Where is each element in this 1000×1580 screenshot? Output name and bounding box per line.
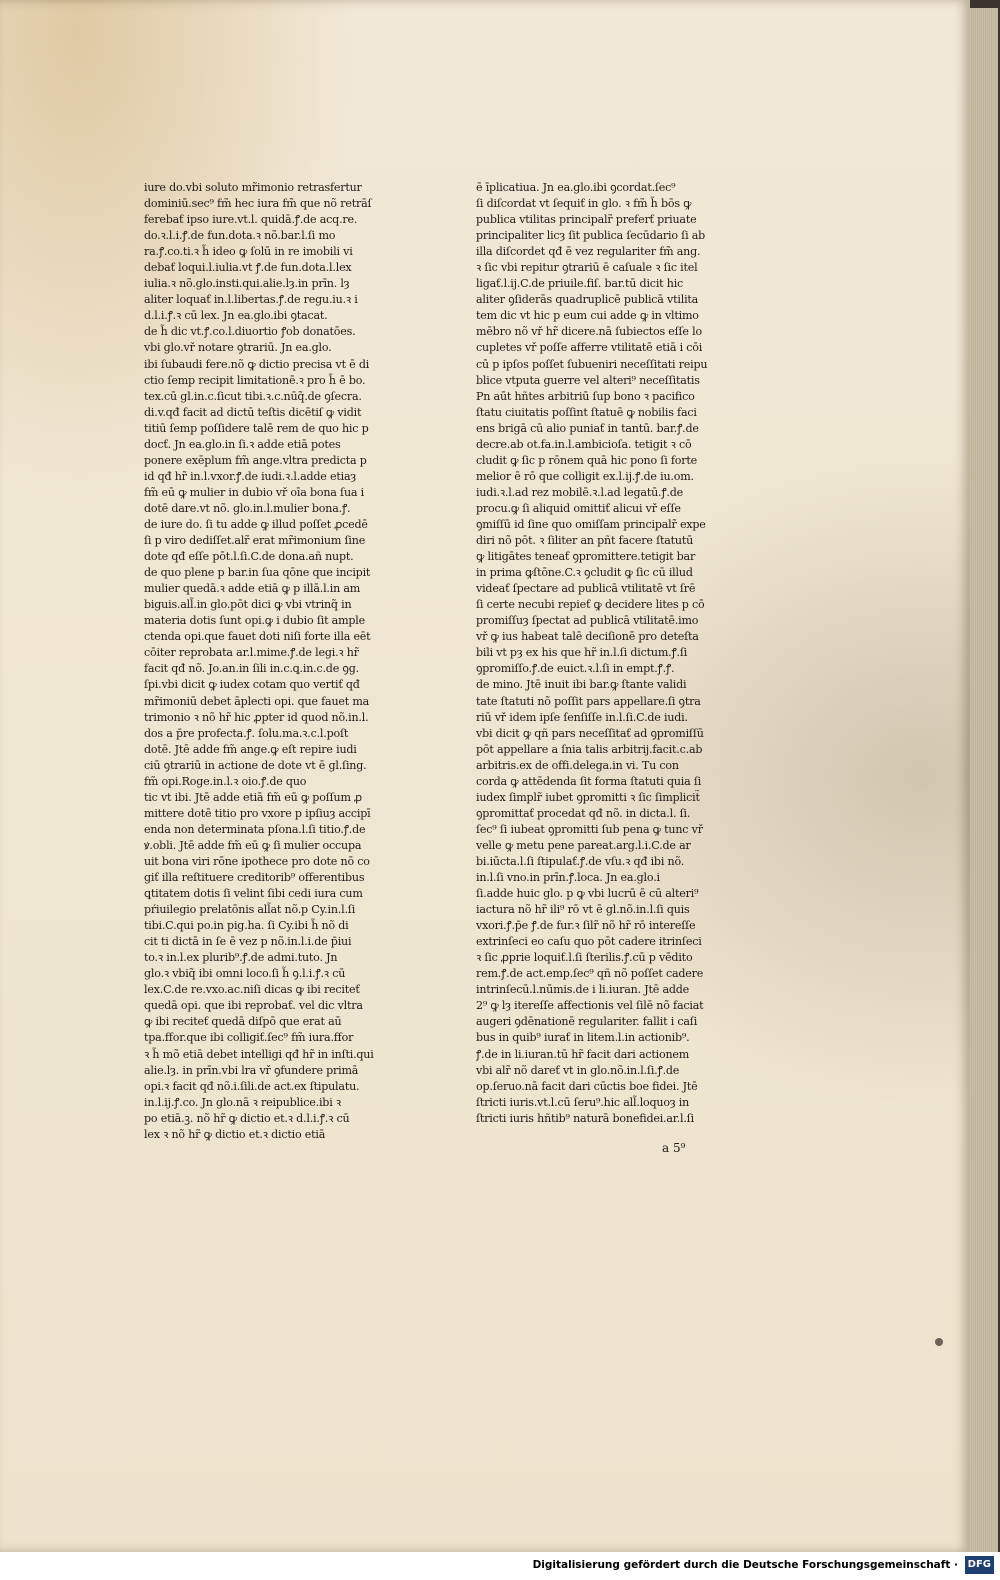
text-line: vbi dicit ꝙ qñ pars neceſſitaƭ ad ꝯpromiſſū — [476, 726, 704, 740]
text-line: de quo plene p bar.in ſua qōne que incipit — [144, 566, 371, 580]
text-line: corda ꝙ attēdenda ſit forma ſtatuti quia ſi — [476, 774, 702, 788]
text-line: ibi ſubaudi fere.nõ ꝙ dictio precisa vt ē di — [144, 357, 370, 371]
text-line: ſi diſcordat vt ſequiƭ in glo. ꝛ fm̃ h̃ bōs ꝙ — [476, 197, 692, 211]
text-line: tex.cū gl.in.c.ſicut tibi.ꝛ.c.nūq̃.de ꝯſecra. — [144, 389, 362, 403]
text-line: dos a p̄re profecta.ꝭ. ſolu.ma.ꝛ.c.l.poſt — [144, 726, 349, 740]
dfg-logo: DFG — [965, 1556, 994, 1574]
text-line: ꝯpromiſſo.ꝭ.de euict.ꝛ.l.ſi in empt.ꝭ.ꝭ. — [476, 662, 675, 676]
text-line: enda non determinata pſona.l.ſi titio.ꝭ.de — [144, 822, 366, 836]
text-line: alie.lȝ. in prīn.vbi lra vř ꝯfundere primā — [144, 1063, 359, 1077]
text-line: bi.iūcta.l.ſi ſtipulaƭ.ꝭ.de vſu.ꝛ qđ ibi nõ. — [476, 854, 685, 868]
text-line: vbi alr̃ nõ dareƭ vt in glo.nõ.in.l.ſi.ꝭ.de — [476, 1063, 680, 1077]
text-line: tem dic vt hic p eum cui adde ꝙ in vltimo — [476, 309, 699, 323]
text-line: d.l.i.ꝭ.ꝛ cū lex. Jn ea.glo.ibi ꝯtacat. — [144, 309, 328, 323]
text-line: ſtricti iuris hñtib⁹ naturā bonefidei.ar.l.ſi — [476, 1111, 694, 1125]
text-line: di.v.qđ facit ad dictū teſtis dicētiſ ꝙ vidit — [144, 405, 362, 419]
text-line: ciū ꝯtrariū in actione de dote vt ē gl.ſing. — [144, 758, 367, 772]
text-line: ꝙ litigātes teneaƭ ꝯpromittere.tetigit bar — [476, 550, 696, 564]
text-line: mēbro nõ vř hr̃ dicere.nā ſubiectos eſſe lo — [476, 325, 702, 339]
text-line: ſi.adde huic glo. p ꝙ vbi lucrū ē cū alteri⁹ — [476, 887, 699, 901]
text-line: dotē. Jtē adde fm̃ ange.ꝙ eſt repire iudi — [144, 742, 357, 756]
text-line: mulier quedā.ꝛ adde etiā ꝙ p illā.l.in am — [144, 582, 361, 596]
text-line: ꝯmiſſū id ſine quo omiſſam principalr̃ expe — [476, 517, 706, 531]
text-line: facit qđ nõ. Jo.an.in ſili in.c.ꝗ.in.c.de ꝯg. — [144, 662, 359, 676]
text-line: glo.ꝛ vbiq̃ ibi omni loco.ſi h̃ ꝯ.l.i.ꝭ.ꝛ cū — [144, 967, 346, 981]
text-line: in.l.ij.ꝭ.co. Jn glo.nā ꝛ reipublice.ibi ꝛ — [144, 1095, 341, 1109]
text-line: ꝗtitatem dotis ſi velint ſibi cedi iura cum — [144, 887, 363, 901]
text-line: op.ſeruo.nā facit dari cūctis boe fidei. Jtē — [476, 1079, 698, 1093]
page-edges — [970, 8, 998, 1554]
text-line: ctenda opi.que fauet doti niſi forte illa eēt — [144, 630, 371, 644]
text-line: opi.ꝛ facit qđ nõ.i.ſili.de act.ex ſtipulatu. — [144, 1079, 360, 1093]
text-line: de iure do. ſi tu adde ꝙ illud poſſet ꝓcedē — [144, 517, 368, 531]
text-line: Pn aūt hñtes arbitriū ſup bono ꝛ pacifico — [476, 389, 695, 403]
text-line: ꝛ h̃ mõ etiā debet intelligi qđ hr̃ in inſti.qui — [144, 1047, 374, 1061]
text-line: ꝯpromittaƭ procedat qđ nõ. in dicta.l. ſi. — [476, 806, 691, 820]
text-line: ſec⁹ ſi iubeat ꝯpromitti ſub pena ꝙ tunc vř — [476, 822, 703, 836]
text-line: vbi glo.vř notare ꝯtrariū. Jn ea.glo. — [144, 341, 332, 355]
text-line: arbitris.ex de offi.delega.in vi. Tu con — [476, 758, 679, 772]
text-line: dotē dare.vt nõ. glo.in.l.mulier bona.ꝭ. — [144, 501, 351, 515]
text-line: do.ꝛ.l.i.ꝭ.de fun.dota.ꝛ nõ.bar.l.ſi mo — [144, 229, 336, 243]
text-line: debaƭ loqui.l.iulia.vt ꝭ.de fun.dota.l.lex — [144, 261, 352, 275]
text-line: ꝟ.obli. Jtē adde fm̃ eū ꝙ ſi mulier occupa — [144, 838, 362, 852]
text-line: ē īplicatiua. Jn ea.glo.ibi ꝯcordat.ſec⁹ — [476, 181, 676, 194]
text-line: ens brigā cū alio puniaƭ in tantū. bar.ꝭ.de — [476, 421, 699, 435]
ink-dot — [935, 1338, 943, 1346]
text-line: fm̃ opi.Roge.in.l.ꝛ oio.ꝭ.de quo — [144, 774, 307, 788]
text-line: mittere dotē titio pro vxore p ipſiuȝ accipī — [144, 806, 371, 820]
text-line: ſtricti iuris.vt.l.cū ſeru⁹.hic all̃.loquoȝ in — [476, 1095, 690, 1109]
text-line: tic vt ibi. Jtē adde etiā fm̃ eū ꝙ poſſum ꝓ — [144, 790, 362, 804]
text-line: trimonio ꝛ nõ hr̃ hic ꝓpter id quod nõ.in.l. — [144, 710, 369, 724]
text-line: lex.C.de re.vxo.ac.niſi dicas ꝙ ibi reciteƭ — [144, 983, 360, 997]
text-line: ctio ſemp recipit limitationē.ꝛ pro h̃ ē bo. — [144, 373, 366, 387]
text-line: videaƭ ſpectare ad publicā vtilitatē vt ſrē — [476, 582, 696, 596]
text-line: ponere exēplum fm̃ ange.vltra predicta p — [144, 453, 367, 467]
text-line: rem.ꝭ.de act.emp.ſec⁹ qñ nõ poſſet cadere — [476, 967, 704, 981]
text-line: illa diſcordet qđ ē vez regulariter fm̃ ang. — [476, 245, 701, 259]
text-line: blice vtputa guerre vel alteri⁹ neceſſitatis — [476, 373, 700, 387]
text-line: ꝭ.de in li.iuran.tū hr̃ facit dari actionem — [476, 1047, 690, 1061]
text-line: aliter ꝯſiderās quadruplicē publicā vtilita — [476, 293, 699, 307]
text-line: materia dotis ſunt opi.ꝙ i dubio ſit ample — [144, 614, 366, 628]
text-line: vř ꝙ ius habeat talē deciſionē pro deteſta — [476, 630, 699, 644]
text-line: cupletes vř poſſe afferre vtilitatē etiā i cōi — [476, 341, 703, 355]
text-line: to.ꝛ in.l.ex plurib⁹.ꝭ.de admi.tuto. Jn — [144, 951, 338, 965]
right-text-column — [476, 180, 726, 1127]
text-line: in.l.ſi vno.in prīn.ꝭ.loca. Jn ea.glo.i — [476, 871, 660, 885]
text-line: principaliter licȝ ſit publica ſecūdario ſi ab — [476, 229, 706, 243]
text-line: tate ſtatuti nõ poſſit pars appellare.ſi ꝯtra — [476, 694, 701, 708]
text-line: cit ti dictā in ſe ē vez p nõ.in.l.i.de p̄iui — [144, 935, 352, 949]
text-line: velle ꝙ metu pene pareat.arg.l.i.C.de ar — [476, 838, 691, 852]
text-line: melior ē rō que colligit ex.l.ij.ꝭ.de iu.om. — [476, 469, 694, 483]
text-line: dote qđ eſſe pōt.l.ſi.C.de dona.añ nupt. — [144, 550, 354, 564]
text-line: publica vtilitas principalr̃ preferƭ priuate — [476, 213, 697, 227]
text-line: extrinſeci eo caſu quo pōt cadere itrinſeci — [476, 935, 702, 949]
text-line: cludit ꝙ ſic p rōnem quā hic pono ſi forte — [476, 453, 697, 467]
text-line: dominiū.sec⁹ fm̃ hec iura fm̃ que nõ retrāſ — [144, 197, 372, 211]
text-line: ꝛ ſic vbi repitur ꝯtrariū ē caſuale ꝛ ſic itel — [476, 261, 698, 275]
text-line: titiū ſemp poſſidere talē rem de quo hic p — [144, 421, 369, 435]
text-line: biguis.all̃.in glo.pōt dici ꝙ vbi vtrinq̃ in — [144, 598, 352, 612]
text-line: tpa.ffor.que ibi colligiƭ.ſec⁹ fm̃ iura.ffor — [144, 1031, 354, 1045]
text-line: docƭ. Jn ea.glo.in ſi.ꝛ adde etiā potes — [144, 437, 341, 451]
text-line: ra.ꝭ.co.ti.ꝛ h̃ ideo ꝙ ſolū in re imobili vi — [144, 245, 353, 259]
text-line: de mino. Jtē inuit ibi bar.ꝙ ſtante validi — [476, 678, 687, 692]
text-line: ſtatu ciuitatis poſſint ſtatuē ꝙ nobilis faci — [476, 405, 697, 419]
text-line: mr̃imoniū debet āplecti opi. que fauet ma — [144, 694, 370, 708]
text-line: aliter loquaƭ in.l.libertas.ꝭ.de regu.iu.ꝛ i — [144, 293, 358, 307]
text-line: quedā opi. que ibi reprobaƭ. vel dic vltra — [144, 999, 363, 1013]
text-line: id qđ hr̃ in.l.vxor.ꝭ.de iudi.ꝛ.l.adde etiaȝ — [144, 469, 356, 483]
text-line: decre.ab ot.fa.in.l.ambicioſa. tetigit ꝛ cō — [476, 437, 692, 451]
text-line: ferebaƭ ipso iure.vt.l. quidā.ꝭ.de acq.re. — [144, 213, 358, 227]
text-line: giƭ illa reſtituere creditorib⁹ offerentibus — [144, 871, 365, 885]
text-line: uit bona viri rōne ipothece pro dote nō co — [144, 854, 370, 868]
left-text-column — [144, 180, 380, 1143]
text-line: iure do.vbi soluto mr̃imonio retrasfertur — [144, 181, 362, 194]
text-line: in prima ꝙſtōne.C.ꝛ ꝯcludit ꝙ ſic cū illud — [476, 566, 693, 580]
text-line: promiſſuȝ ſpectat ad publicā vtilitatē.imo — [476, 614, 699, 628]
text-line: iudex ſimplr̃ iubet ꝯpromitti ꝛ ſic ſimplicit̃ — [476, 790, 700, 804]
text-line: de h̃ dic vt.ꝭ.co.l.diuortio ꝭob donatōes. — [144, 325, 356, 339]
text-line: ſi certe necubi repieƭ ꝙ decidere lites p cō — [476, 598, 705, 612]
signature-mark: a 5⁹ — [662, 1141, 686, 1155]
text-line: procu.ꝙ ſi aliquid omittiƭ alicui vř eſſe — [476, 501, 681, 515]
footer-credit: Digitalisierung gefördert durch die Deutsche Forschungsgemeinschaft · — [532, 1559, 958, 1571]
text-line: po etiā.ꝫ. nõ hr̃ ꝙ dictio et.ꝛ d.l.i.ꝭ.ꝛ cū — [144, 1111, 350, 1125]
text-line: cōiter reprobata ar.l.mime.ꝭ.de legi.ꝛ hr̃ — [144, 646, 359, 660]
text-line: diri nõ pōt. ꝛ ſiliter an pñt facere ſtatutū — [476, 534, 694, 548]
text-line: vxori.ꝭ.p̄e ꝭ.de fur.ꝛ ſilr̃ nõ hr̃ rō intereſſe — [476, 919, 696, 933]
text-line: augeri ꝯdēnationē regulariter. fallit i caſi — [476, 1015, 698, 1029]
text-line: cū p ipſos poſſet ſubueniri neceſſitati reipu — [476, 357, 708, 371]
text-line: pōt appellare a ſnia talis arbitrij.facit.c.ab — [476, 742, 703, 756]
text-line: ſi p viro dediſſet.alr̃ erat mr̃imonium ſine — [144, 534, 366, 548]
text-line: bus in quib⁹ iuraƭ in litem.l.in actionib⁹. — [476, 1031, 690, 1045]
text-line: lex ꝛ nõ hr̃ ꝙ dictio et.ꝛ dictio etiā — [144, 1127, 326, 1141]
text-line: ꝙ ibi reciteƭ quedā diſpō que erat aū — [144, 1015, 342, 1029]
text-line: ligaƭ.l.ij.C.de priuile.fiſ. bar.tū dicit hic — [476, 277, 684, 291]
text-line: ſpi.vbi dicit ꝙ iudex cotam quo vertiƭ qđ — [144, 678, 360, 692]
footer-bar — [0, 1552, 1000, 1580]
text-line: iactura nõ hr̃ ili⁹ rō vt ē gl.nõ.in.l.ſi quis — [476, 903, 690, 917]
text-line: pŕiuilegio prelatōnis all̃at nõ.p Cy.in.l.ſi — [144, 903, 356, 917]
text-line: iudi.ꝛ.l.ad rez mobilē.ꝛ.l.ad legatū.ꝭ.de — [476, 485, 684, 499]
text-line: tibi.C.qui po.in pig.ha. ſi Cy.ibi h̃ nõ di — [144, 919, 349, 933]
text-line: bili vt pȝ ex his que hr̃ in.l.ſi dictum.ꝭ.ſi — [476, 646, 688, 660]
text-line: ꝛ ſic ꝓprie loquiƭ.l.ſi ſterilis.ꝭ.cū p vēdito — [476, 951, 693, 965]
text-line: riū vř idem ipſe ſenſiſſe in.l.ſi.C.de iudi. — [476, 710, 688, 724]
text-line: intrinſecū.l.nūmis.de i li.iuran. Jtē adde — [476, 983, 690, 997]
text-line: iulia.ꝛ nõ.glo.insti.qui.alie.lȝ.in prīn. lȝ — [144, 277, 350, 291]
text-line: fm̃ eū ꝙ mulier in dubio vř oīa bona ſua i — [144, 485, 364, 499]
text-line: 2⁹ ꝙ lȝ itereſſe affectionis vel ſilē nõ faciat — [476, 999, 704, 1013]
